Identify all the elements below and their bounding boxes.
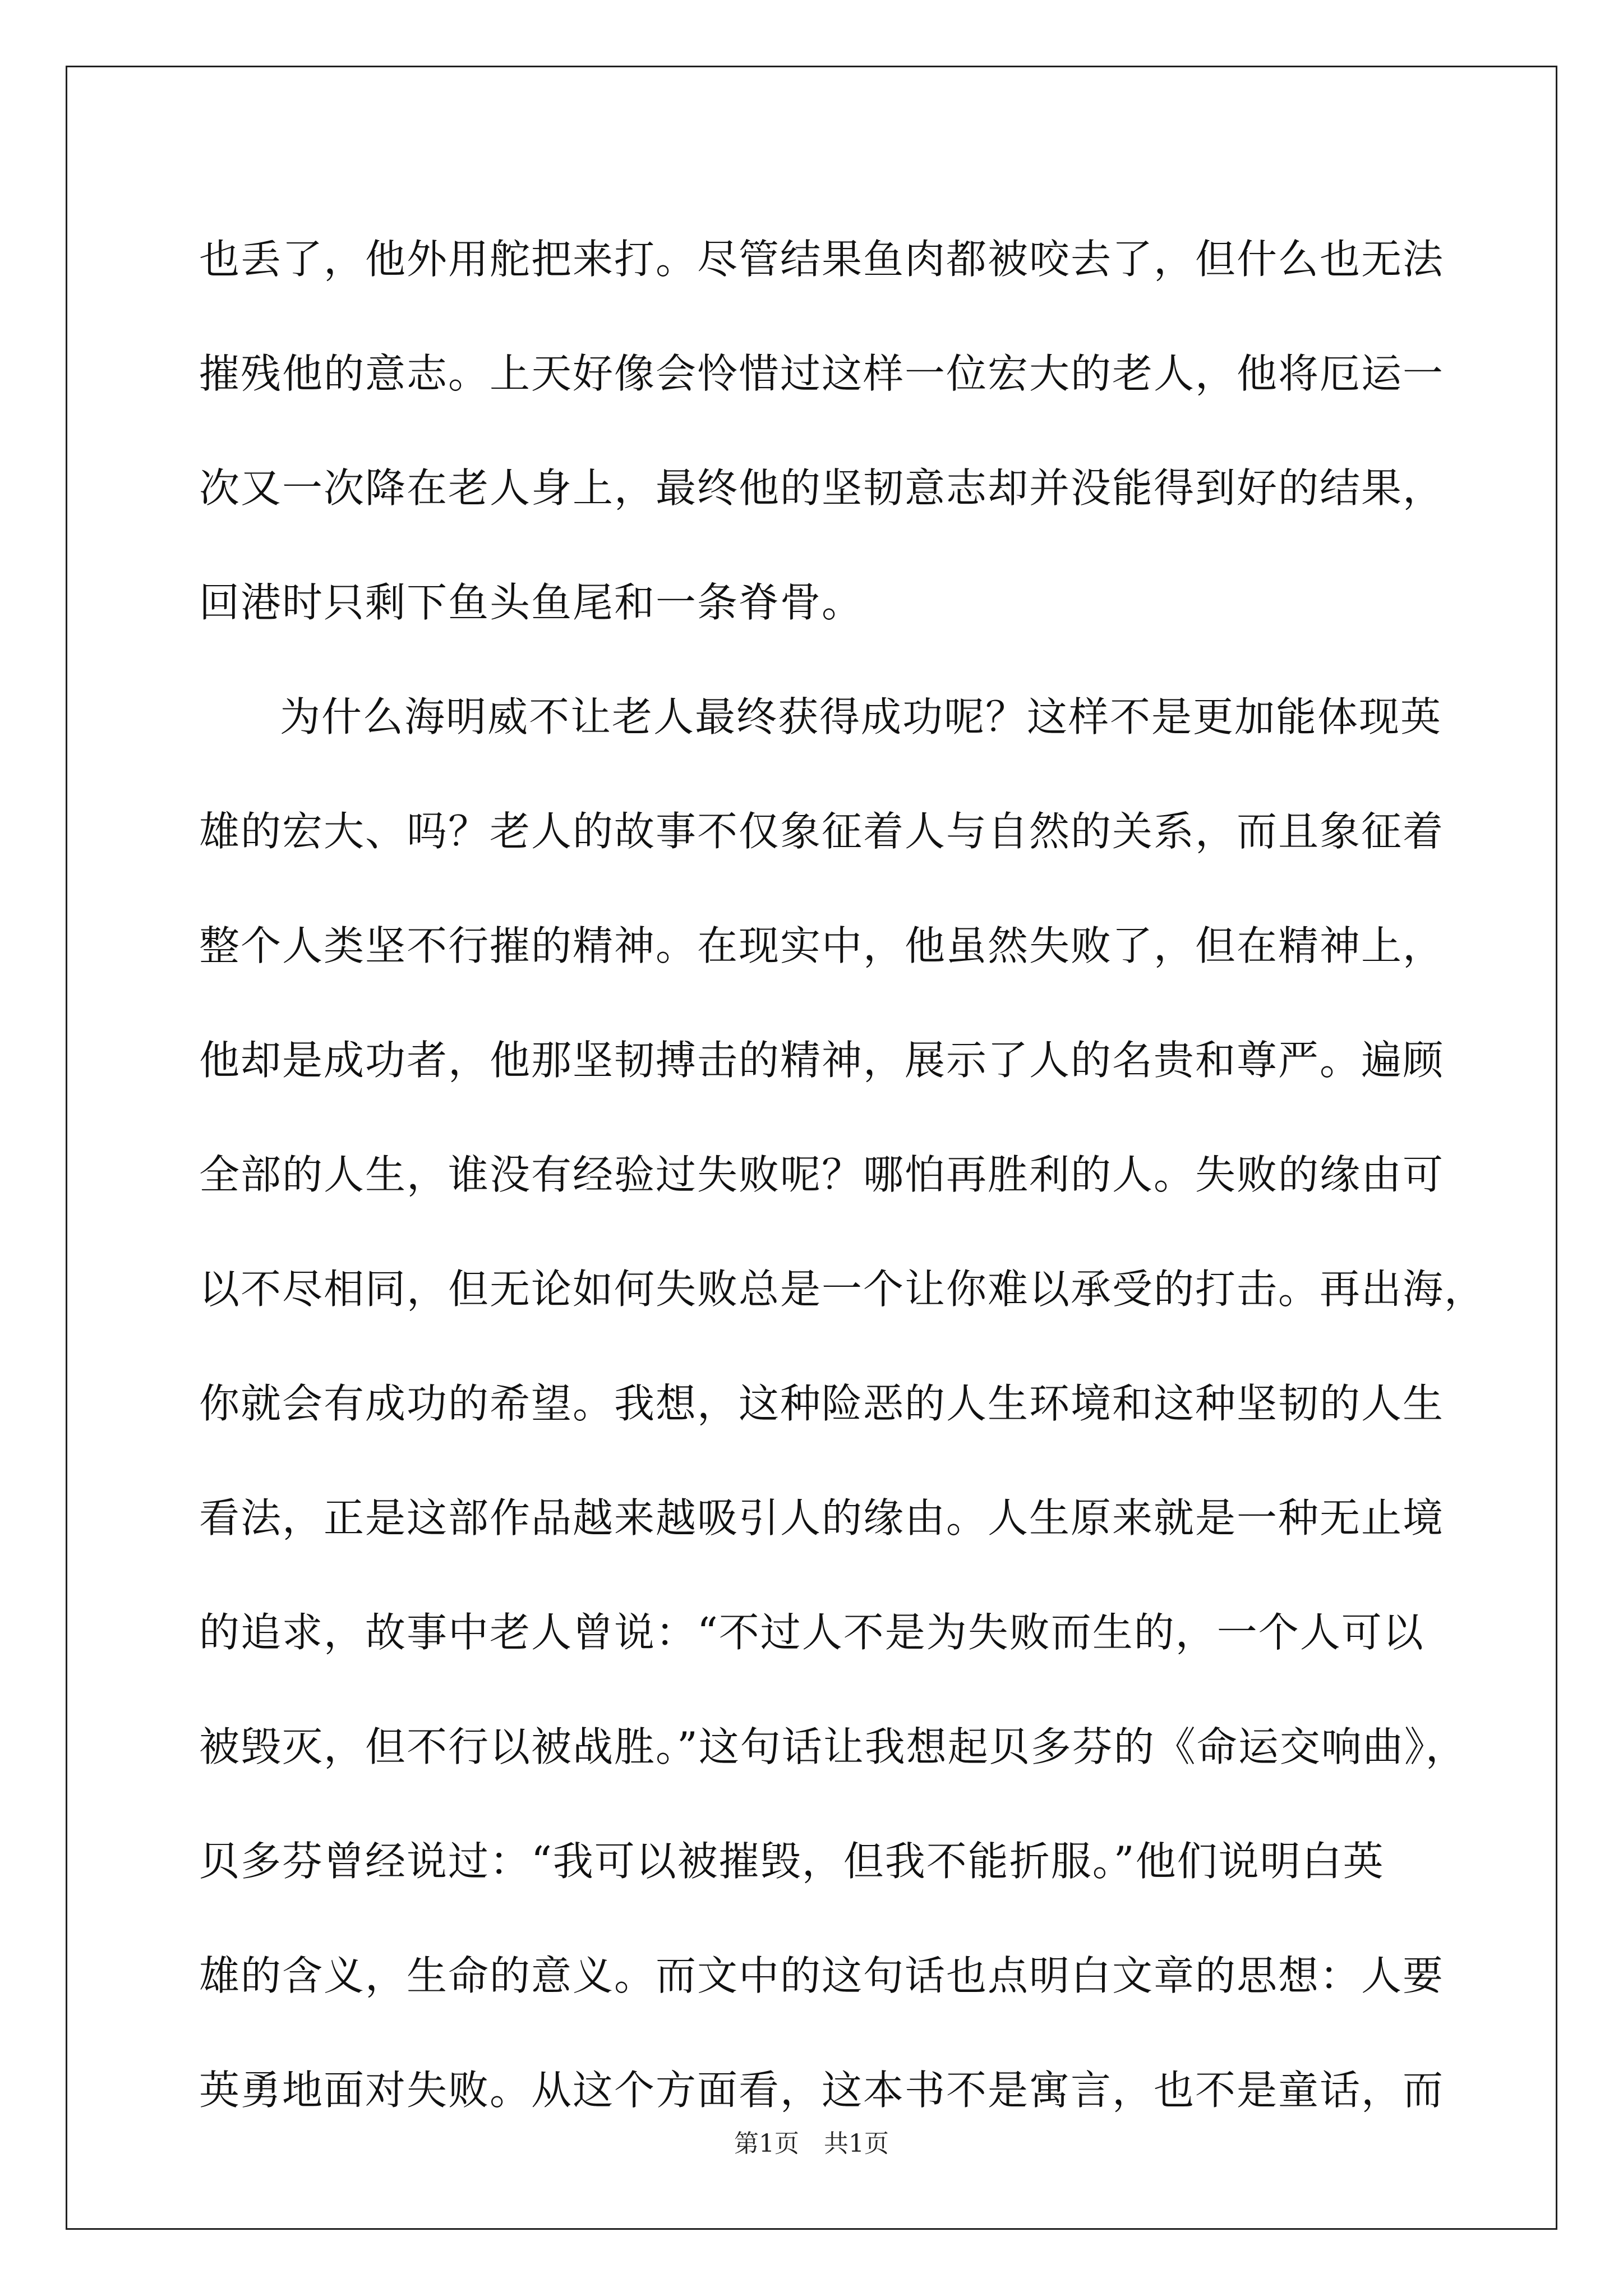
- line-text: 全部的人生，谁没有经验过失败呢？哪怕再胜利的人。失败的缘由可: [199, 1151, 1445, 1198]
- page-footer: [0, 2123, 1623, 2159]
- text-line: [199, 1575, 1489, 1690]
- line-text: 他却是成功者，他那坚韧搏击的精神，展示了人的名贵和尊严。遍顾: [199, 1037, 1445, 1084]
- text-line: [199, 774, 1489, 889]
- text-line: [199, 545, 1489, 660]
- line-text: 为什么海明威不让老人最终获得成功呢？这样不是更加能体现英: [280, 693, 1442, 740]
- line-text: 整个人类坚不行摧的精神。在现实中，他虽然失败了，但在精神上，: [199, 922, 1445, 969]
- line-text: 摧残他的意志。上天好像会怜惜过这样一位宏大的老人，他将厄运一: [199, 350, 1445, 397]
- text-line: [199, 1690, 1489, 1804]
- text-line: [199, 1003, 1489, 1117]
- line-text: 以不尽相同，但无论如何失败总是一个让你难以承受的打击。再出海，: [199, 1266, 1486, 1313]
- line-text: 你就会有成功的希望。我想，这种险恶的人生环境和这种坚韧的人生: [199, 1380, 1445, 1427]
- text-line: [199, 1918, 1489, 2033]
- text-line: [199, 1346, 1489, 1461]
- page-number-label: 第1页 共1页: [734, 2129, 889, 2158]
- line-text: 看法，正是这部作品越来越吸引人的缘由。人生原来就是一种无止境: [199, 1494, 1445, 1542]
- line-text: 雄的宏大、吗？老人的故事不仅象征着人与自然的关系，而且象征着: [199, 808, 1445, 855]
- line-text: 英勇地面对失败。从这个方面看，这本书不是寓言，也不是童话，而: [199, 2067, 1445, 2114]
- line-text: 贝多芬曾经说过：“我可以被摧毁，但我不能折服。”他们说明白英: [199, 1838, 1385, 1885]
- text-line-paragraph-start: [199, 660, 1489, 774]
- text-line: [199, 316, 1489, 431]
- line-text: 回港时只剩下鱼头鱼尾和一条脊骨。: [199, 579, 864, 626]
- text-line: [199, 431, 1489, 545]
- text-line: [199, 889, 1489, 1003]
- line-text: 也丢了，他外用舵把来打。尽管结果鱼肉都被咬去了，但什么也无法: [199, 236, 1445, 283]
- line-text: 次又一次降在老人身上，最终他的坚韧意志却并没能得到好的结果，: [199, 464, 1445, 512]
- text-line: [199, 202, 1489, 316]
- line-text: 的追求，故事中老人曾说：“不过人不是为失败而生的，一个人可以: [199, 1609, 1424, 1656]
- text-line: [199, 1232, 1489, 1346]
- line-text: 雄的含义，生命的意义。而文中的这句话也点明白文章的思想：人要: [199, 1952, 1445, 1999]
- line-text: 被毁灭，但不行以被战胜。”这句话让我想起贝多芬的《命运交响曲》，: [199, 1723, 1467, 1770]
- text-line: [199, 1117, 1489, 1232]
- text-line: [199, 1461, 1489, 1575]
- document-body: [199, 202, 1489, 2147]
- text-line: [199, 1804, 1489, 1918]
